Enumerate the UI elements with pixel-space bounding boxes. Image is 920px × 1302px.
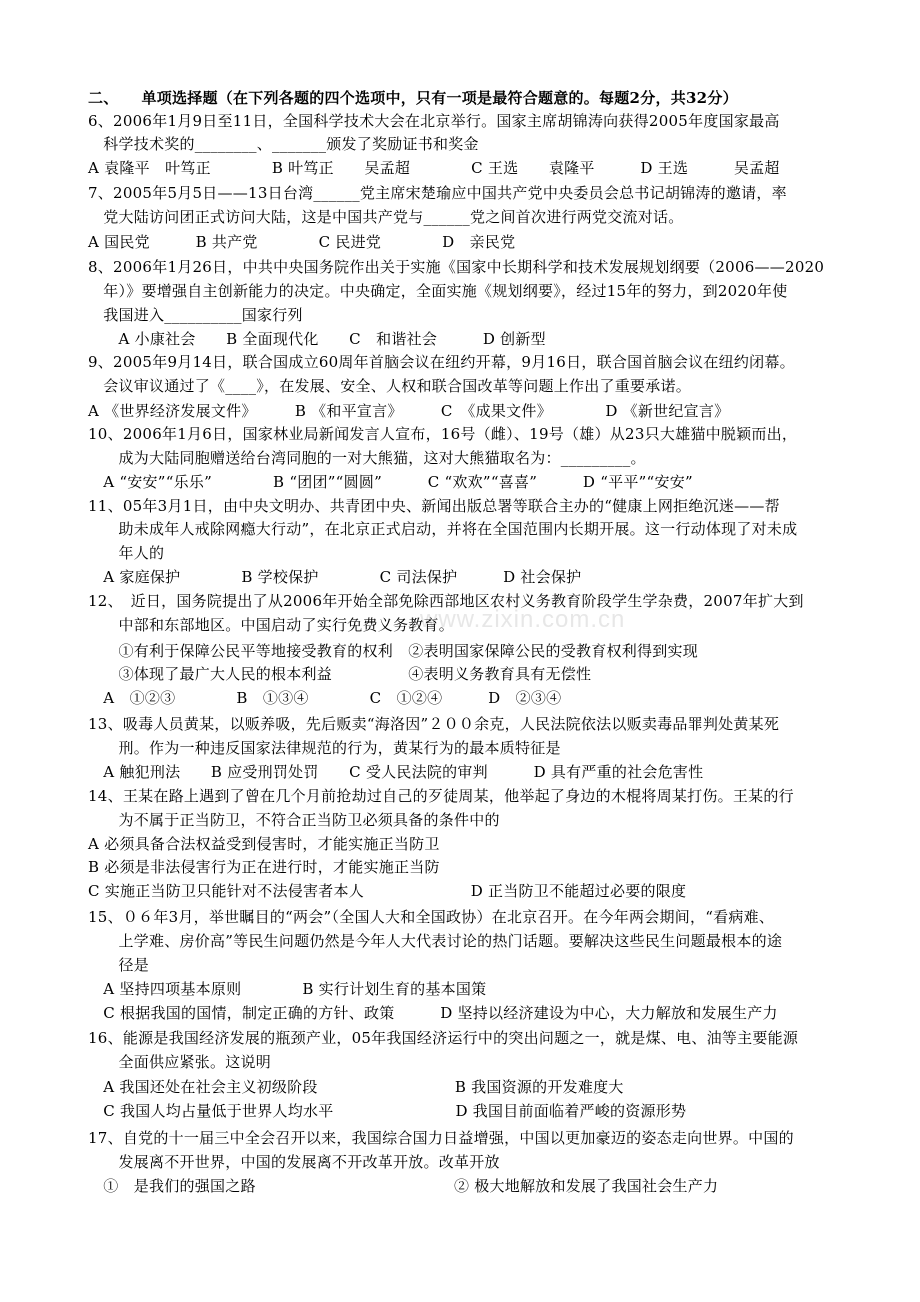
question-10-options: A “安安”“乐乐” B “团团”“圆圆” C “欢欢”“喜喜” D “平平”“安安”: [88, 473, 693, 491]
question-11-line: 助未成年人戒除网瘾大行动”，在北京正式启动，并将在全国范围内长期开展。这一行动体现了对未成: [88, 520, 798, 538]
question-8-line: 年）》要增强自主创新能力的决定。中央确定，全面实施《规划纲要》，经过15年的努力，到2020年使: [88, 282, 788, 300]
question-15-line: 径是: [88, 956, 150, 974]
question-11-line: 11、05年3月1日，由中央文明办、共青团中央、新闻出版总署等联合主办的“健康上网拒绝沉迷——帮: [88, 497, 780, 515]
section-title: 二、 单项选择题（在下列各题的四个选项中，只有一项是最符合题意的。每题2分，共32分）: [88, 89, 738, 107]
question-17-line: 发展离不开世界，中国的发展离不开改革开放。改革开放: [88, 1153, 500, 1171]
question-15-options: C 根据我国的国情，制定正确的方针、政策 D 坚持以经济建设为中心，大力解放和发展生产力: [88, 1004, 778, 1022]
question-12-line: ③体现了最广大人民的根本利益 ④表明义务教育具有无偿性: [88, 665, 592, 683]
question-7-line: 7、2005年5月5日——13日台湾______党主席宋楚瑜应中国共产党中央委员会总书记胡锦涛的邀请，率: [88, 184, 787, 202]
question-9-options: A 《世界经济发展文件》 B 《和平宣言》 C 《成果文件》 D 《新世纪宣言》: [88, 402, 730, 420]
question-13-line: 13、吸毒人员黄某，以贩养吸，先后贩卖“海洛因”２００余克，人民法院依法以贩卖毒品罪判处黄某死: [88, 715, 780, 733]
question-8-line: 8、2006年1月26日，中共中央国务院作出关于实施《国家中长期科学和技术发展规划纲要（2006——2020: [88, 258, 825, 276]
question-13-line: 刑。作为一种违反国家法律规范的行为，黄某行为的最本质特征是: [88, 739, 561, 757]
question-16-line: 全面供应紧张。这说明: [88, 1053, 272, 1071]
question-8-line: 我国进入__________国家行列: [88, 306, 303, 324]
question-10-line: 成为大陆同胞赠送给台湾同胞的一对大熊猫，这对大熊猫取名为：_________。: [88, 449, 646, 467]
question-7-options: A 国民党 B 共产党 C 民进党 D 亲民党: [88, 233, 516, 251]
question-6-options: A 袁隆平 叶笃正 B 叶笃正 吴孟超 C 王选 袁隆平 D 王选 吴孟超: [88, 159, 780, 177]
question-12-options: A ①②③ B ①③④ C ①②④ D ②③④: [88, 689, 562, 707]
question-6-line: 6、2006年1月9日至11日，全国科学技术大会在北京举行。国家主席胡锦涛向获得2005年度国家最高: [88, 112, 780, 130]
question-17-options: ① 是我们的强国之路 ② 极大地解放和发展了我国社会生产力: [88, 1177, 719, 1195]
question-11-line: 年人的: [88, 544, 165, 562]
watermark: www.zixin.com.cn: [420, 606, 626, 633]
question-9-line: 9、2005年9月14日，联合国成立60周年首脑会议在纽约开幕，9月16日，联合国首脑会议在纽约闭幕。: [88, 353, 795, 371]
question-17-line: 17、自党的十一届三中全会召开以来，我国综合国力日益增强，中国以更加豪迈的姿态走向世界。中国的: [88, 1129, 794, 1147]
question-14-line: 为不属于正当防卫，不符合正当防卫必须具备的条件中的: [88, 811, 500, 829]
question-11-options: A 家庭保护 B 学校保护 C 司法保护 D 社会保护: [88, 568, 582, 586]
question-12-line: 12、 近日，国务院提出了从2006年开始全部免除西部地区农村义务教育阶段学生学杂费，2007年扩大到: [88, 592, 804, 610]
question-15-options: A 坚持四项基本原则 B 实行计划生育的基本国策: [88, 980, 487, 998]
question-16-options: C 我国人均占量低于世界人均水平 D 我国目前面临着严峻的资源形势: [88, 1102, 687, 1120]
question-8-options: A 小康社会 B 全面现代化 C 和谐社会 D 创新型: [88, 330, 546, 348]
question-16-options: A 我国还处在社会主义初级阶段 B 我国资源的开发难度大: [88, 1078, 624, 1096]
question-10-line: 10、2006年1月6日，国家林业局新闻发言人宣布，16号（雌）、19号（雄）从23只大雄猫中脱颖而出，: [88, 425, 798, 443]
question-12-line: 中部和东部地区。中国启动了实行免费义务教育。: [88, 616, 455, 634]
question-14-options: C 实施正当防卫只能针对不法侵害者本人 D 正当防卫不能超过必要的限度: [88, 882, 687, 900]
question-12-line: ①有利于保障公民平等地接受教育的权利 ②表明国家保障公民的受教育权利得到实现: [88, 642, 699, 660]
question-14-options: B 必须是非法侵害行为正在进行时，才能实施正当防: [88, 858, 440, 876]
question-6-line: 科学技术奖的________、_______颁发了奖励证书和奖金: [88, 135, 479, 153]
question-15-line: 上学难、房价高”等民生问题仍然是今年人大代表讨论的热门话题。要解决这些民生问题最根本的途: [88, 932, 783, 950]
question-15-line: 15、０６年3月，举世瞩目的“两会”（全国人大和全国政协）在北京召开。在今年两会期间，“看病难、: [88, 908, 775, 926]
question-16-line: 16、能源是我国经济发展的瓶颈产业，05年我国经济运行中的突出问题之一，就是煤、电、油等主要能源: [88, 1029, 799, 1047]
question-9-line: 会议审议通过了《____》，在发展、安全、人权和联合国改革等问题上作出了重要承诺。: [88, 377, 692, 395]
question-14-options: A 必须具备合法权益受到侵害时，才能实施正当防卫: [88, 835, 440, 853]
question-13-options: A 触犯刑法 B 应受刑罚处罚 C 受人民法院的审判 D 具有严重的社会危害性: [88, 763, 704, 781]
question-14-line: 14、王某在路上遇到了曾在几个月前抢劫过自己的歹徒周某，他举起了身边的木棍将周某打伤。王某的行: [88, 787, 794, 805]
question-7-line: 党大陆访问团正式访问大陆，这是中国共产党与______党之间首次进行两党交流对话。: [88, 208, 684, 226]
